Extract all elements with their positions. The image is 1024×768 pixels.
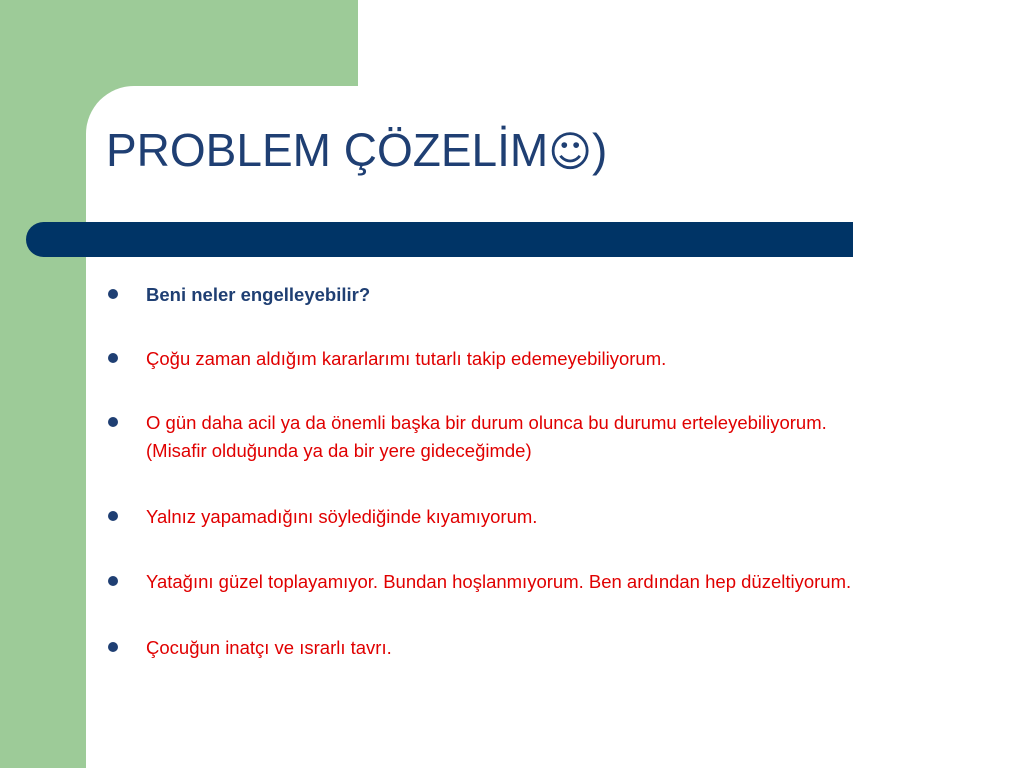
bullet-dot-icon: [108, 289, 118, 299]
bullet-dot-icon: [108, 511, 118, 521]
bullet-dot-icon: [108, 642, 118, 652]
bullet-dot-icon: [108, 576, 118, 586]
bullet-text: Çoğu zaman aldığım kararlarımı tutarlı takip edemeyebiliyorum.: [146, 348, 667, 369]
bullet-text: Beni neler engelleyebilir?: [146, 284, 371, 305]
slide-title-suffix: ): [592, 124, 608, 176]
slide-title-text: PROBLEM ÇÖZELİM: [106, 124, 549, 176]
bullet-text: Çocuğun inatçı ve ısrarlı tavrı.: [146, 637, 392, 658]
bullet-dot-icon: [108, 353, 118, 363]
bullet-text-continuation: (Misafir olduğunda ya da bir yere gideceğimde): [146, 440, 532, 461]
bullet-text: Yalnız yapamadığını söylediğinde kıyamıyorum.: [146, 506, 538, 527]
smiley-icon: ☺: [548, 127, 592, 176]
bullet-text: O gün daha acil ya da önemli başka bir durum olunca bu durumu erteleyebiliyorum.: [146, 412, 827, 433]
bullet-text: Yatağını güzel toplayamıyor. Bundan hoşlanmıyorum. Ben ardından hep düzeltiyorum.: [146, 571, 852, 592]
bullet-dot-icon: [108, 417, 118, 427]
